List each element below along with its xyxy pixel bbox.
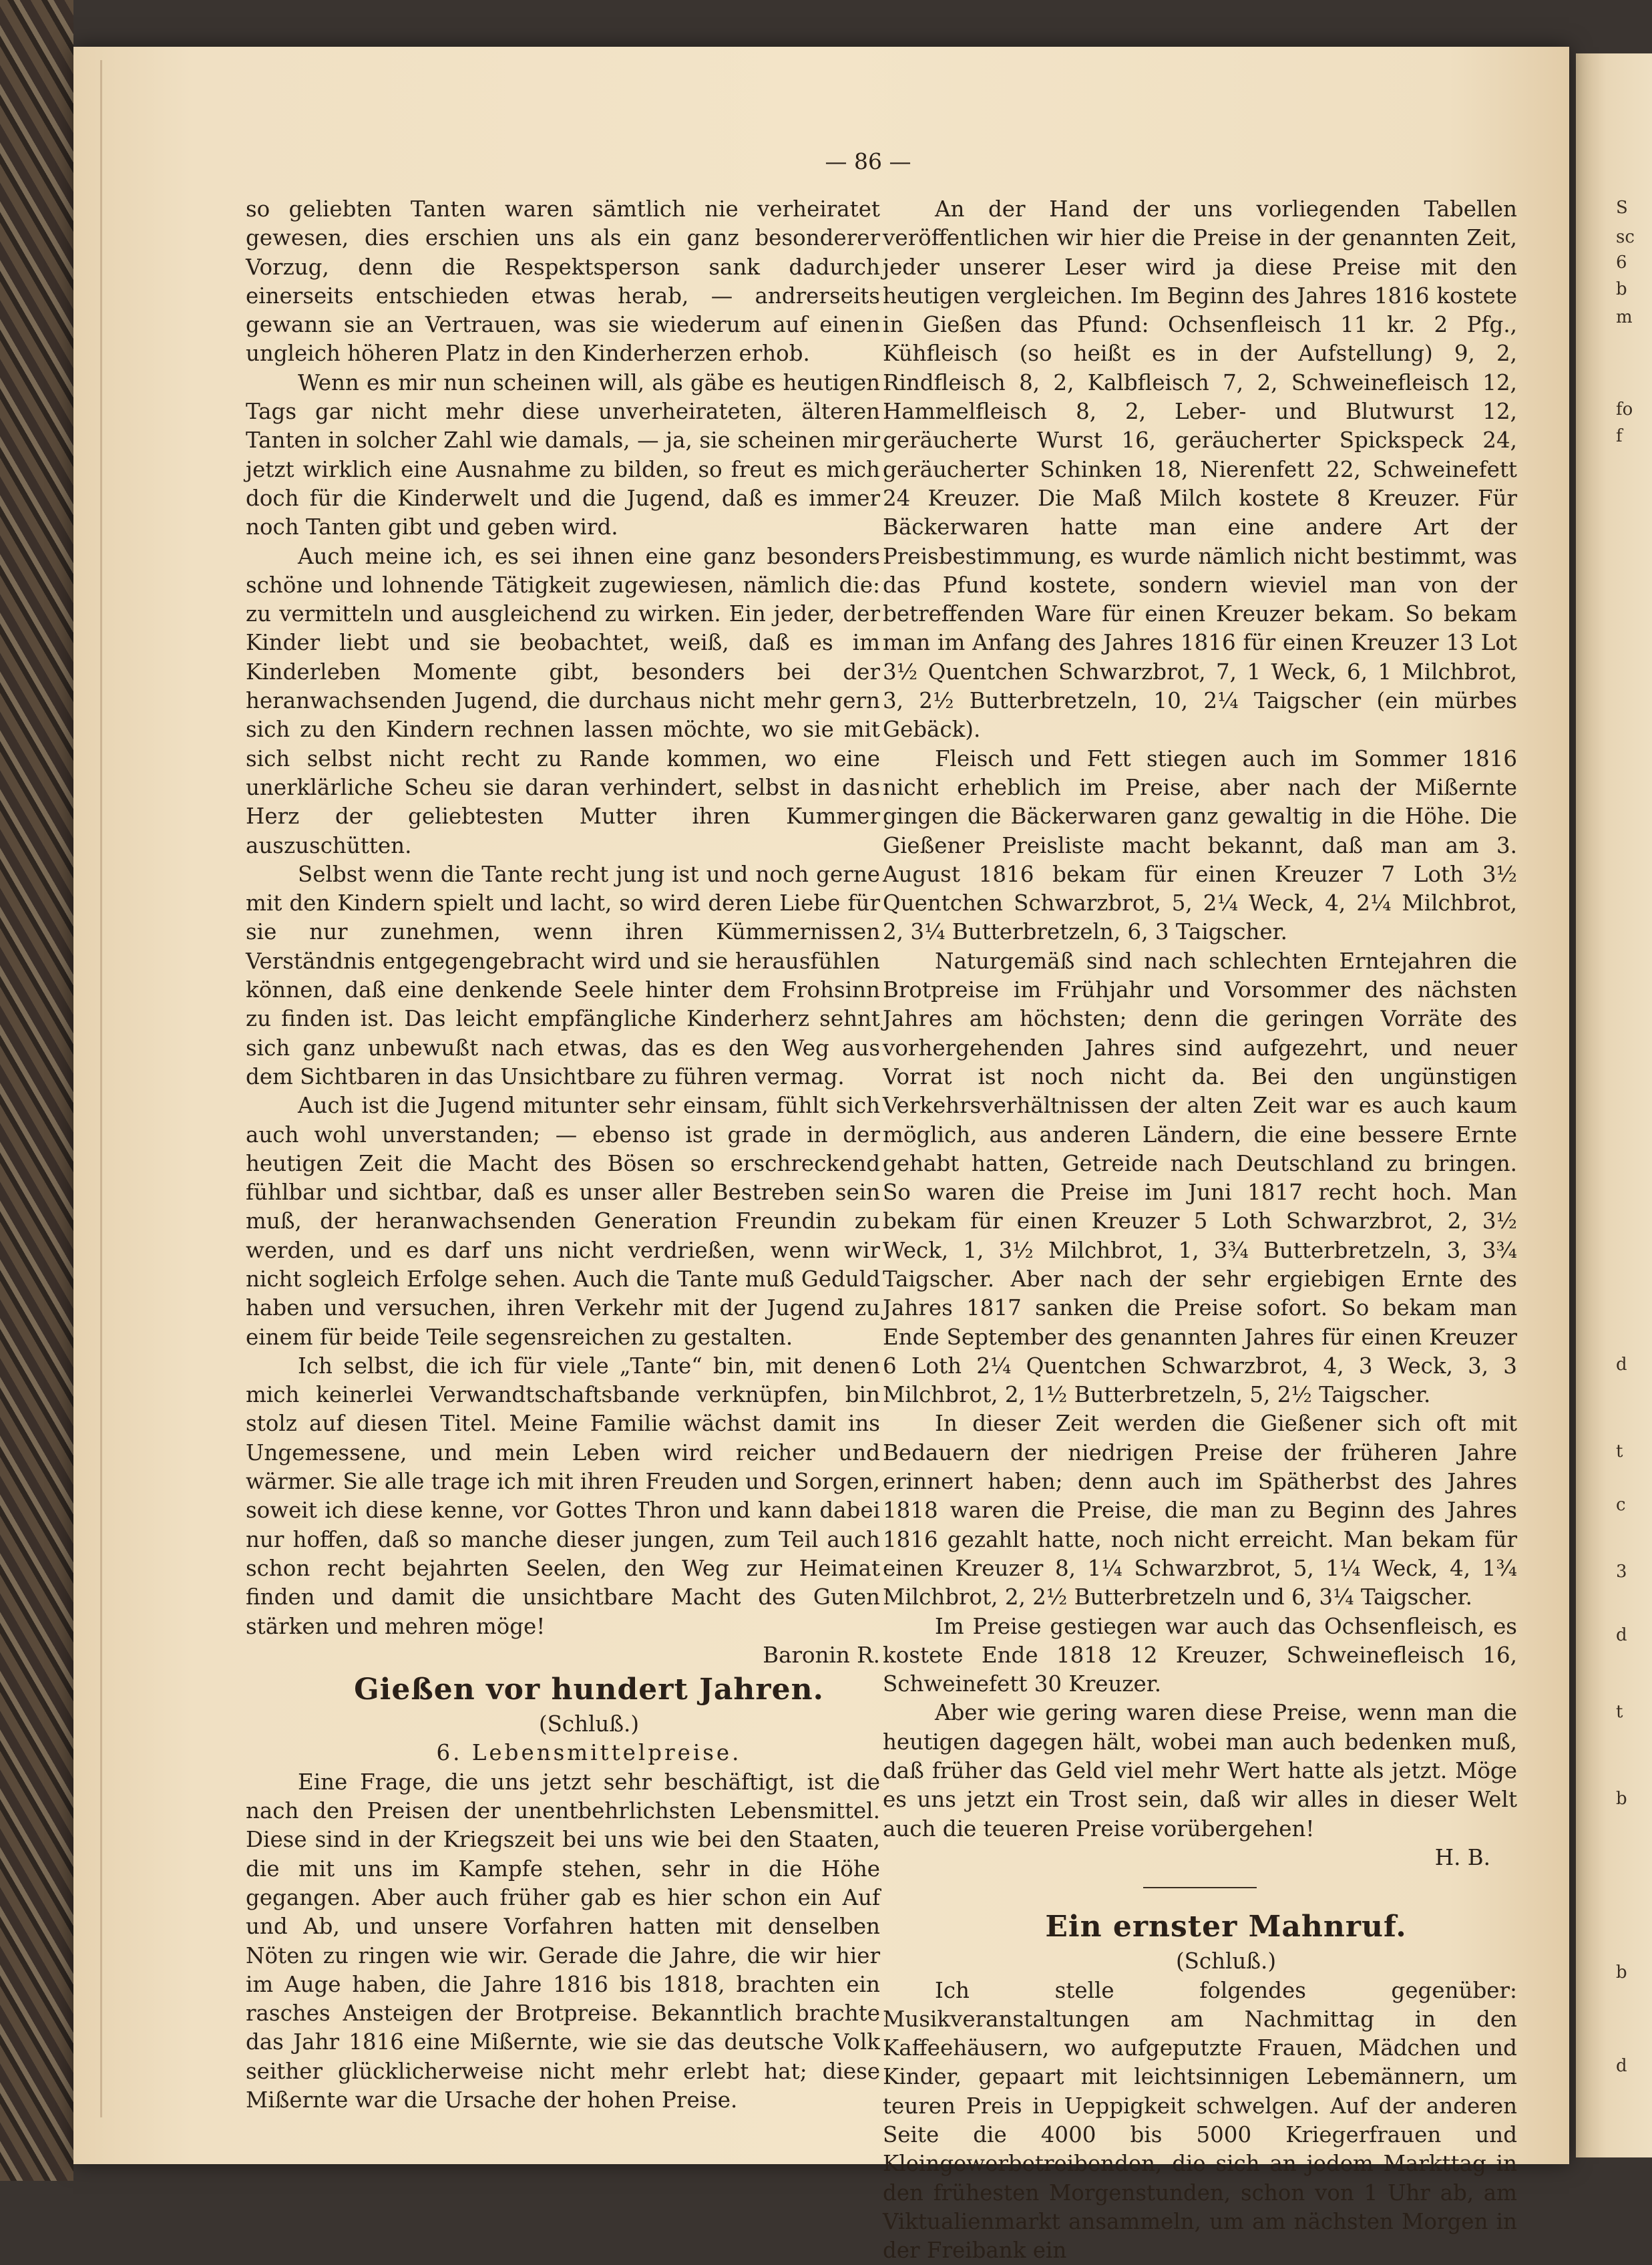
section-divider (1143, 1887, 1257, 1888)
paragraph: Ich stelle folgendes gegenüber: Musikveranstaltungen am Nachmittag in den Kaffeehäusern, wo aufgeputzte Frauen, Mädchen und Kinder, gepaart mit leichtsinnigen Lebemännern, um teuren Preis in Ueppigkeit schwelgen. Auf der anderen Seite die 4000 bis 5000 Kriegerfrauen und Kleingewerbetreibenden, die sich an jedem Markttag in den frühesten Morgenstunden, schon von 1 Uhr ab, am Viktualienmarkt ansammeln, um am nächsten Morgen in der Freibank ein (883, 1977, 1517, 2264)
paragraph: Ich selbst, die ich für viele „Tante“ bin, mit denen mich keinerlei Verwandtschaftsbande verknüpfen, bin stolz auf diesen Titel. Meine Familie wächst damit ins Ungemessene, und mein Leben wird reicher und wärmer. Sie alle trage ich mit ihren Freuden und Sorgen, soweit ich diese kenne, vor Gottes Thron und kann dabei nur hoffen, daß so manche dieser jungen, zum Teil auch schon recht bejahrten Seelen, den Weg zur Heimat finden und damit die unsichtbare Macht des Guten stärken und mehren möge! (246, 1353, 880, 1639)
next-page-edge (1576, 53, 1652, 2157)
article-heading: Ein ernster Mahnruf. (1045, 1910, 1407, 1944)
next-page-fragment: c (1616, 1495, 1626, 1515)
page-number: — 86 — (825, 148, 911, 174)
next-page-fragment: m (1616, 307, 1633, 327)
paragraph: Auch ist die Jugend mitunter sehr einsam, fühlt sich auch wohl unverstanden; — ebenso ist grade in der heutigen Zeit die Macht des Bösen so erschreckend fühlbar und sichtbar, daß es unser aller Bestreben sein muß, der heranwachsenden Generation Freundin zu werden, und es darf uns nicht verdrießen, wenn wir nicht sogleich Erfolge sehen. Auch die Tante muß Geduld haben und versuchen, ihren Verkehr mit der Jugend zu einem für beide Teile segensreichen zu gestalten. (246, 1093, 880, 1350)
article-signature: Baronin R. (763, 1642, 880, 1668)
article-subheading: (Schluß.) (538, 1711, 640, 1737)
next-page-fragment: b (1616, 1789, 1627, 1809)
paragraph: Im Preise gestiegen war auch das Ochsenfleisch, es kostete Ende 1818 12 Kreuzer, Schweinefleisch 16, Schweinefett 30 Kreuzer. (883, 1613, 1517, 1697)
next-page-fragment: sc (1616, 227, 1635, 247)
paragraph: An der Hand der uns vorliegenden Tabellen veröffentlichen wir hier die Preise in der genannten Zeit, jeder unserer Leser wird ja diese Preise mit den heutigen vergleichen. Im Beginn des Jahres 1816 kostete in Gießen das Pfund: Ochsenfleisch 11 kr. 2 Pfg., Kühfleisch (so heißt es in der Aufstellung) 9, 2, Rindfleisch 8, 2, Kalbfleisch 7, 2, Schweinefleisch 12, Hammelfleisch 8, 2, Leber- und Blutwurst 12, geräucherte Wurst 16, geräucherter Spickspeck 24, geräucherter Schinken 18, Nierenfett 22, Schweinefett 24 Kreuzer. Die Maß Milch kostete 8 Kreuzer. Für Bäckerwaren hatte man eine andere Art der Preisbestimmung, es wurde nämlich nicht bestimmt, was das Pfund kostete, sondern wieviel man von der betreffenden Ware für einen Kreuzer bekam. So bekam man im Anfang des Jahres 1816 für einen Kreuzer 13 Lot 3½ Quentchen Schwarzbrot, 7, 1 Weck, 6, 1 Milchbrot, 3, 2½ Butterbretzeln, 10, 2¼ Taigscher (ein mürbes Gebäck). (883, 196, 1517, 743)
paragraph: Auch meine ich, es sei ihnen eine ganz besonders schöne und lohnende Tätigkeit zugewiesen, nämlich die: zu vermitteln und ausgleichend zu wirken. Ein jeder, der Kinder liebt und sie beobachtet, weiß, daß es im Kinderleben Momente gibt, besonders bei der heranwachsenden Jugend, die durchaus nicht mehr gern sich zu den Kindern rechnen lassen möchte, wo sie mit sich selbst nicht recht zu Rande kommen, wo eine unerklärliche Scheu sie daran verhindert, selbst in das Herz der geliebtesten Mutter ihren Kummer auszuschütten. (246, 543, 880, 858)
next-page-fragment: f (1616, 426, 1623, 446)
next-page-fragment: 3 (1616, 1562, 1627, 1582)
next-page-fragment: fo (1616, 399, 1633, 419)
paragraph: Aber wie gering waren diese Preise, wenn man die heutigen dagegen hält, wobei man auch bedenken muß, daß früher das Geld viel mehr Wert hatte als jetzt. Möge es uns jetzt ein Trost sein, daß wir alles in dieser Welt auch die teueren Preise vorübergehen! (883, 1700, 1517, 1842)
paragraph: Selbst wenn die Tante recht jung ist und noch gerne mit den Kindern spielt und lacht, so wird deren Liebe für sie nur zunehmen, wenn ihren Kümmernissen Verständnis entgegengebracht wird und sie herausfühlen können, daß eine denkende Seele hinter dem Frohsinn zu finden ist. Das leicht empfängliche Kinderherz sehnt sich ganz unbewußt nach etwas, das es den Weg aus dem Sichtbaren in das Unsichtbare zu führen vermag. (246, 861, 880, 1089)
article-signature: H. B. (1434, 1844, 1490, 1870)
paragraph: Fleisch und Fett stiegen auch im Sommer 1816 nicht erheblich im Preise, aber nach der Mißernte gingen die Bäckerwaren ganz gewaltig in die Höhe. Die Gießener Preisliste macht bekannt, daß man am 3. August 1816 bekam für einen Kreuzer 7 Loth 3½ Quentchen Schwarzbrot, 5, 2¼ Weck, 4, 2¼ Milchbrot, 2, 3¼ Butterbretzeln, 6, 3 Taigscher. (883, 745, 1517, 945)
next-page-fragment: d (1616, 1625, 1627, 1645)
section-title: 6. Lebensmittelpreise. (436, 1740, 742, 1766)
next-page-fragment: b (1616, 279, 1627, 299)
right-column (883, 195, 1517, 2265)
next-page-fragment: b (1616, 1962, 1627, 1982)
next-page-fragment: t (1616, 1702, 1623, 1722)
left-column (246, 195, 880, 2115)
paragraph: so geliebten Tanten waren sämtlich nie verheiratet gewesen, dies erschien uns als ein ganz besonderer Vorzug, denn die Respektsperson sank dadurch einerseits entschieden etwas herab, — andrerseits gewann sie an Vertrauen, was sie wiederum auf einen ungleich höheren Platz in den Kinderherzen erhob. (246, 196, 880, 367)
next-page-fragment: d (1616, 1355, 1627, 1375)
paragraph: Naturgemäß sind nach schlechten Erntejahren die Brotpreise im Frühjahr und Vorsommer des nächsten Jahres am höchsten; denn die geringen Vorräte des vorhergehenden Jahres sind aufgezehrt, und neuer Vorrat ist noch nicht da. Bei den ungünstigen Verkehrsverhältnissen der alten Zeit war es auch kaum möglich, aus anderen Ländern, die eine bessere Ernte gehabt hatten, Getreide nach Deutschland zu bringen. So waren die Preise im Juni 1817 recht hoch. Man bekam für einen Kreuzer 5 Loth Schwarzbrot, 2, 3½ Weck, 1, 3½ Milchbrot, 1, 3¾ Butterbretzeln, 3, 3¾ Taigscher. Aber nach der sehr ergiebigen Ernte des Jahres 1817 sanken die Preise sofort. So bekam man Ende September des genannten Jahres für einen Kreuzer 6 Loth 2¼ Quentchen Schwarzbrot, 4, 3 Weck, 3, 3 Milchbrot, 2, 1½ Butterbretzeln, 5, 2½ Taigscher. (883, 948, 1517, 1408)
paragraph: Eine Frage, die uns jetzt sehr beschäftigt, ist die nach den Preisen der unentbehrlichsten Lebensmittel. Diese sind in der Kriegszeit bei uns wie bei den Staaten, die mit uns im Kampfe stehen, sehr in die Höhe gegangen. Aber auch früher gab es hier schon ein Auf und Ab, und unsere Vorfahren hatten mit denselben Nöten zu ringen wie wir. Gerade die Jahre, die wir hier im Auge haben, die Jahre 1816 bis 1818, brachten ein rasches Ansteigen der Brotpreise. Bekanntlich brachte das Jahr 1816 eine Mißernte, wie sie das deutsche Volk seither glücklicherweise nicht mehr erlebt hat; diese Mißernte war die Ursache der hohen Preise. (246, 1769, 880, 2113)
marbled-binding (0, 0, 73, 2181)
paragraph: In dieser Zeit werden die Gießener sich oft mit Bedauern der niedrigen Preise der früheren Jahre erinnert haben; denn auch im Spätherbst des Jahres 1818 waren die Preise, die man zu Beginn des Jahres 1816 gezahlt hatte, noch nicht erreicht. Man bekam für einen Kreuzer 8, 1¼ Schwarzbrot, 5, 1¼ Weck, 4, 1¾ Milchbrot, 2, 2½ Butterbretzeln und 6, 3¼ Taigscher. (883, 1411, 1517, 1610)
paragraph: Wenn es mir nun scheinen will, als gäbe es heutigen Tags gar nicht mehr diese unverheirateten, älteren Tanten in solcher Zahl wie damals, — ja, sie scheinen mir jetzt wirklich eine Ausnahme zu bilden, so freut es mich doch für die Kinderwelt und die Jugend, daß es immer noch Tanten gibt und geben wird. (246, 369, 880, 540)
article-subheading: (Schluß.) (1175, 1948, 1277, 1974)
next-page-fragment: t (1616, 1441, 1623, 1461)
next-page-fragment: d (1616, 2056, 1627, 2076)
article-heading: Gießen vor hundert Jahren. (354, 1673, 824, 1707)
next-page-fragment: 6 (1616, 252, 1627, 273)
next-page-fragment: S (1616, 198, 1628, 218)
